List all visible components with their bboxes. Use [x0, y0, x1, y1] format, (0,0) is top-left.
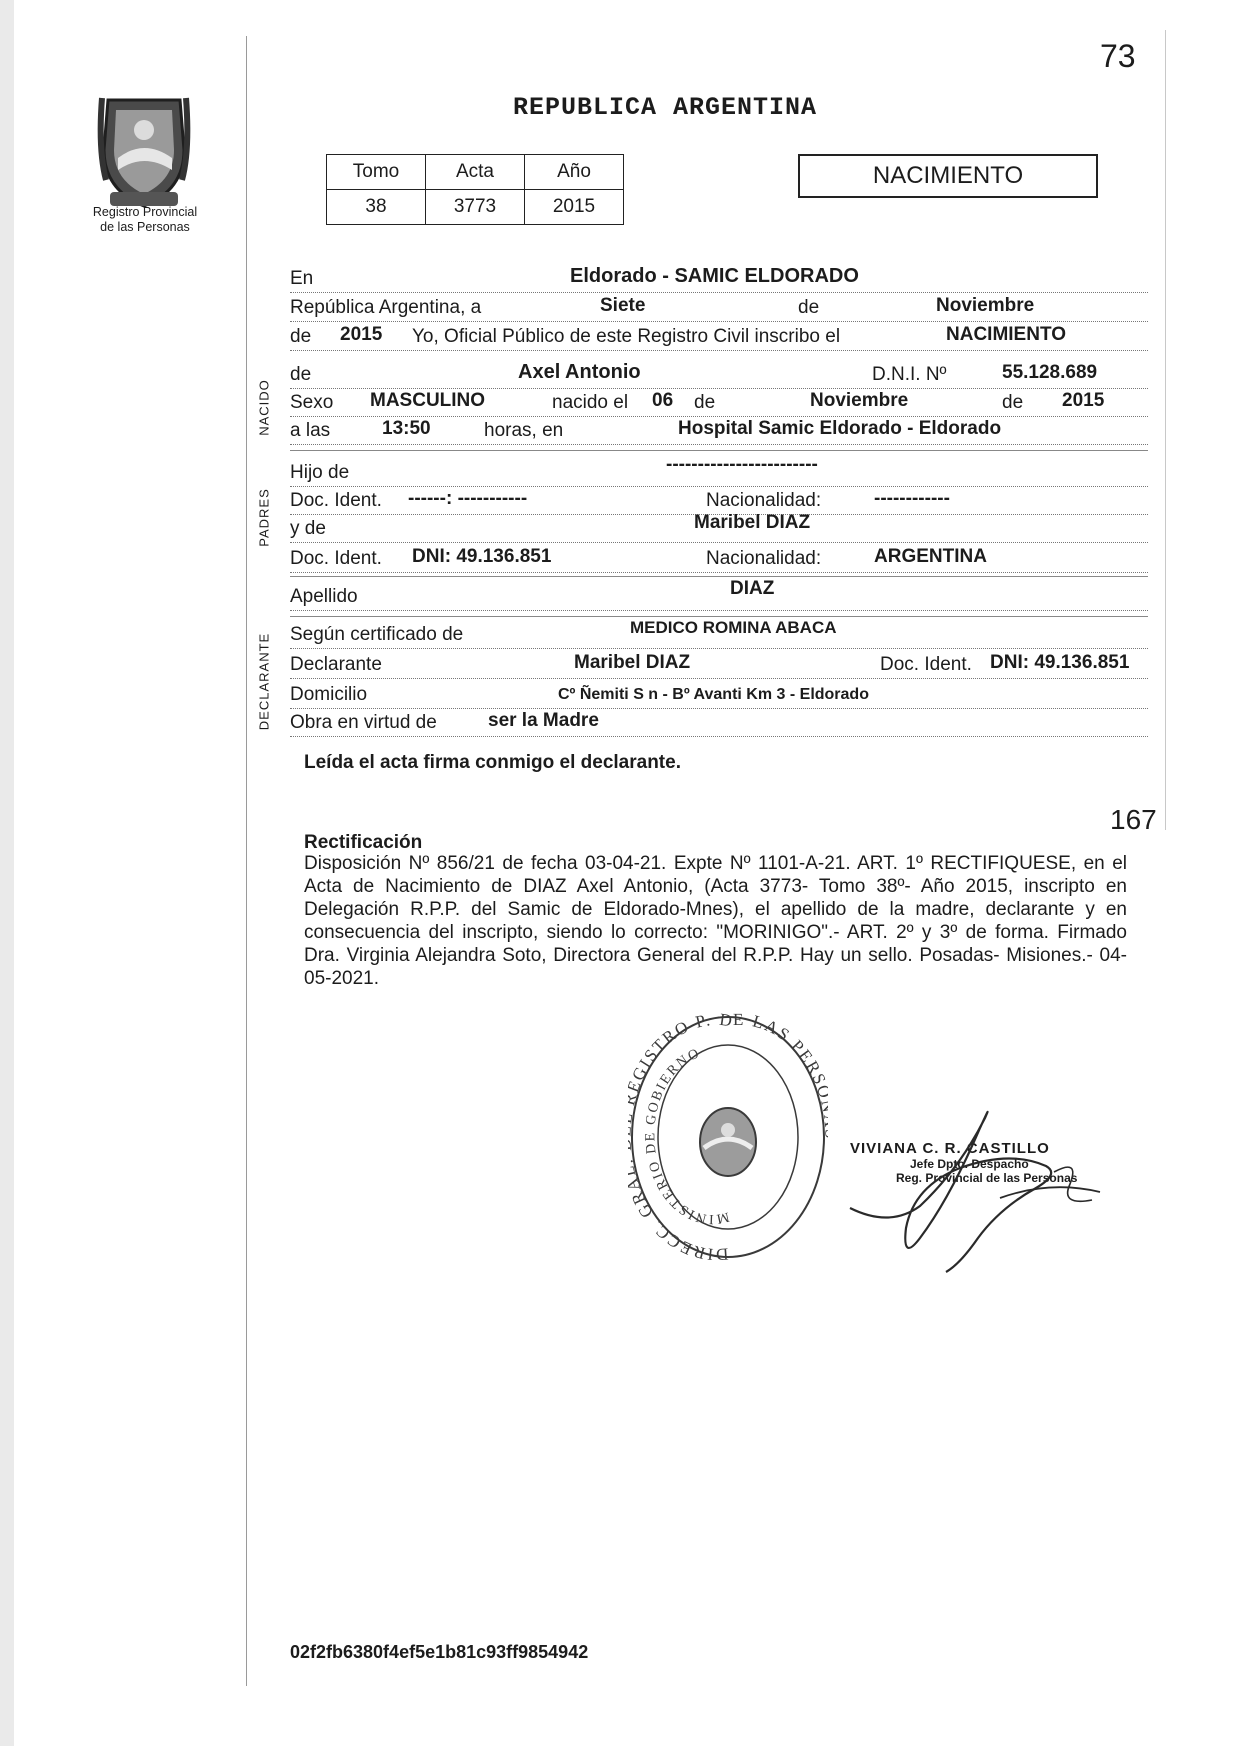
section-padres-label: PADRES [256, 488, 272, 547]
de-year: 2015 [340, 324, 383, 345]
meta-header-row [327, 155, 624, 190]
line-declarante [290, 652, 1148, 679]
line-doc1 [290, 488, 1148, 515]
sexo-value: MASCULINO [370, 390, 486, 411]
logo-caption-line2: de las Personas [100, 220, 190, 234]
nacido-de: de [694, 392, 716, 413]
line-hijo [290, 454, 1148, 487]
hijo-value: ------------------------ [666, 454, 818, 475]
hijo-label: Hijo de [290, 462, 350, 483]
segun-value: MEDICO ROMINA ABACA [630, 618, 837, 637]
apellido-label: Apellido [290, 586, 358, 607]
nacido-de2: de [1002, 392, 1024, 413]
yde-label: y de [290, 518, 326, 539]
separator-nacido [290, 450, 1148, 451]
section-declarante-label-box [249, 628, 279, 738]
yo-value: NACIMIENTO [946, 324, 1066, 345]
line-domicilio [290, 682, 1148, 709]
section-nacido-label-box [249, 372, 279, 448]
meta-header-anio: Año [525, 155, 624, 190]
obra-label: Obra en virtud de [290, 712, 437, 733]
doc1-value: ------: ----------- [408, 488, 528, 509]
en-label: En [290, 268, 314, 289]
republica-de: de [798, 297, 820, 318]
nac2-value: ARGENTINA [874, 546, 987, 567]
declarante-label: Declarante [290, 654, 382, 675]
record-meta-table [326, 154, 624, 225]
de-label: de [290, 326, 312, 347]
yo-text: Yo, Oficial Público de este Registro Civil inscribo el [412, 326, 841, 347]
rectificacion-title: Rectificación [304, 832, 423, 853]
margin-line [246, 36, 247, 1686]
line-doc2 [290, 546, 1148, 573]
separator-padres [290, 576, 1148, 577]
page-number: 73 [1100, 38, 1136, 74]
meta-value-anio: 2015 [525, 190, 624, 225]
alas-label: a las [290, 420, 331, 441]
nac1-value: ------------ [874, 488, 950, 509]
line-republica [290, 295, 1148, 322]
act-type-box: NACIMIENTO [798, 154, 1098, 198]
nac2-label: Nacionalidad: [706, 548, 822, 569]
en-value: Eldorado - SAMIC ELDORADO [570, 265, 859, 287]
section-padres-label-box [249, 474, 279, 564]
signature-stamp-name: VIVIANA C. R. CASTILLO [850, 1140, 1050, 1157]
rectificacion-body: Disposición Nº 856/21 de fecha 03-04-21. Expte Nº 1101-A-21. ART. 1º RECTIFIQUESE, en el Acta de Nacimiento de DIAZ Axel Antonio, (Acta 3773- Tomo 38º- Año 2015, inscripto en Delegación R.P.P. del Samic de Eldorado-Mnes), el apellido de la madre, declarante y en consecuencia del inscripto, siendo lo correcto: "MORINIGO".- ART. 2º y 3º de forma. Firmado Dra. Virginia Alejandra Soto, Directora General del R.P.P. Hay un sello. Posadas- Misiones.- 04-05-2021. [304, 853, 1127, 989]
docd-label: Doc. Ident. [880, 654, 972, 675]
line-de-year [290, 324, 1148, 351]
horas-label: horas, en [484, 420, 564, 441]
line-hora [290, 418, 1148, 445]
meta-header-acta: Acta [426, 155, 525, 190]
meta-value-row [327, 190, 624, 225]
logo-caption-line1: Registro Provincial [92, 205, 198, 219]
line-en [290, 266, 1148, 293]
doc2-value: DNI: 49.136.851 [412, 546, 552, 567]
nacido-day: 06 [652, 390, 674, 411]
obra-value: ser la Madre [488, 710, 599, 731]
province-seal-logo [88, 80, 200, 220]
doc2-label: Doc. Ident. [290, 548, 382, 569]
section-declarante-label: DECLARANTE [256, 632, 272, 731]
nac1-label: Nacionalidad: [706, 490, 822, 511]
nacido-month: Noviembre [810, 390, 909, 411]
signature-stamp-role: Jefe Dpto. Despacho [910, 1157, 1029, 1171]
republica-month: Noviembre [936, 295, 1035, 316]
name-de: de [290, 364, 312, 385]
stamp-inner-text: MINISTERIO DE GOBIERNO [643, 1045, 731, 1227]
segun-label: Según certificado de [290, 624, 464, 645]
stamp-center-emblem [700, 1108, 756, 1176]
logo-caption [80, 205, 210, 235]
apellido-value: DIAZ [730, 578, 775, 599]
meta-value-tomo: 38 [327, 190, 426, 225]
nacido-year: 2015 [1062, 390, 1105, 411]
page-edge [0, 0, 14, 1746]
stamp-outer-text: DIRECC. GR GISTRO P. DE LAS PER [628, 1012, 826, 1265]
document-title: REPUBLICA ARGENTINA [513, 93, 818, 122]
ministry-official-stamp [628, 1012, 828, 1270]
alas-value: 13:50 [382, 418, 431, 439]
line-sexo [290, 390, 1148, 417]
doc1-label: Doc. Ident. [290, 490, 382, 511]
section-nacido-label: NACIDO [256, 379, 272, 436]
document-hash: 02f2fb6380f4ef5e1b81c93ff9854942 [290, 1642, 589, 1662]
line-obra [290, 710, 1148, 737]
domicilio-value: Cº Ñemiti S n - Bº Avanti Km 3 - Eldorado [558, 686, 869, 703]
dni-value: 55.128.689 [1002, 362, 1098, 383]
side-number: 167 [1110, 804, 1157, 835]
nacido-label: nacido el [552, 392, 629, 413]
separator-apellido [290, 616, 1148, 617]
line-name [290, 362, 1148, 389]
declarante-value: Maribel DIAZ [574, 652, 691, 673]
meta-header-tomo: Tomo [327, 155, 426, 190]
meta-value-acta: 3773 [426, 190, 525, 225]
line-yde [290, 512, 1148, 543]
name-value: Axel Antonio [518, 361, 641, 383]
line-segun [290, 618, 1148, 649]
docd-value: DNI: 49.136.851 [990, 652, 1130, 673]
line-apellido [290, 578, 1148, 611]
right-margin-line [1165, 30, 1166, 830]
republica-day: Siete [600, 295, 646, 316]
closing-statement: Leída el acta firma conmigo el declarante. [304, 752, 681, 773]
yde-value: Maribel DIAZ [694, 512, 811, 533]
republica-label: República Argentina, a [290, 297, 482, 318]
horas-value: Hospital Samic Eldorado - Eldorado [678, 418, 1002, 439]
sexo-label: Sexo [290, 392, 334, 413]
dni-label: D.N.I. Nº [872, 364, 947, 385]
signature-stamp-office: Reg. Provincial de las Personas [896, 1171, 1078, 1185]
domicilio-label: Domicilio [290, 684, 368, 705]
handwritten-signature [810, 1088, 1110, 1278]
